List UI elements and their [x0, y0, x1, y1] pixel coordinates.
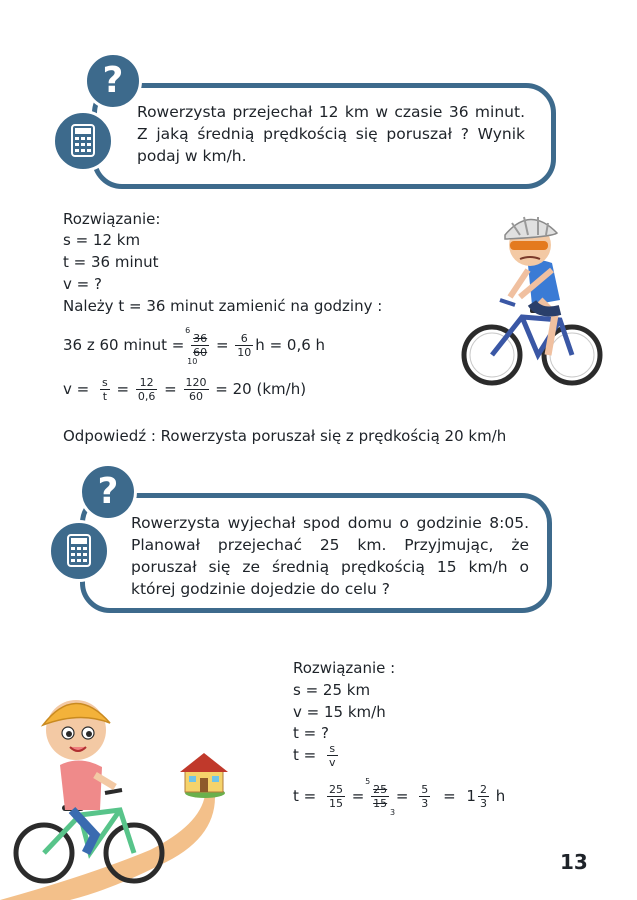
fraction-s-t: $\frac{s}{t}$: [102, 376, 108, 403]
page-number: 13: [560, 850, 588, 874]
conversion-note: Należy t = 36 minut zamienić na godziny :: [63, 297, 383, 315]
fraction-12-06: $\frac{12}{0,6}$: [137, 376, 156, 403]
unknown-v: v = ?: [63, 275, 102, 293]
fraction-120-60: $\frac{120}{60}$: [185, 376, 207, 403]
fraction-36-60: 6 36 60 10: [185, 326, 208, 366]
fraction-5-3: $\frac{5}{3}$: [421, 783, 429, 810]
answer-1: Odpowiedź : Rowerzysta poruszał się z prędkością 20 km/h: [63, 427, 507, 445]
given-v-2: v = 15 km/h: [293, 703, 386, 721]
kid-cyclist-illustration: [10, 685, 170, 885]
cyclist-helmet-illustration: [460, 205, 605, 395]
fraction-2-3: $\frac{2}{3}$: [479, 783, 487, 810]
calculator-icon: [52, 110, 114, 172]
fraction-6-10: $\frac{6}{10}$: [237, 332, 252, 359]
given-t: t = 36 minut: [63, 253, 159, 271]
solution-2-heading: Rozwiązanie :: [293, 659, 396, 677]
given-s: s = 12 km: [63, 231, 141, 249]
problem-2-text: Rowerzysta wyjechał spod domu o godzinie 8:05. Planował przejechać 25 km. Przyjmując, że poruszał się ze średnią prędkością 15 km/h o której godzinie dojedzie do celu ?: [131, 514, 529, 598]
question-badge-2: ?: [79, 463, 137, 521]
solution-1-heading: Rozwiązanie:: [63, 210, 161, 228]
time-formula: t = $\frac{s}{v}$: [293, 742, 336, 769]
given-s-2: s = 25 km: [293, 681, 371, 699]
unknown-t-2: t = ?: [293, 724, 329, 742]
velocity-formula: v = $\frac{s}{t}$ = $\frac{12}{0,6}$ = $\frac{120}{60}$ = 20 (km/h): [63, 376, 307, 403]
calculator-icon: [48, 520, 110, 582]
fraction-25-15: $\frac{25}{15}$: [329, 783, 343, 810]
problem-1-text: Rowerzysta przejechał 12 km w czasie 36 minut. Z jaką średnią prędkością się poruszał ? Wynik podaj w km/h.: [137, 103, 525, 165]
fraction-s-v: $\frac{s}{v}$: [329, 742, 336, 769]
time-calculation: t = $\frac{25}{15}$ = 5 25 15 3 = $\frac{5}{3}$ = 1 $\frac{2}{3}$ h: [293, 777, 506, 817]
question-badge-1: ?: [84, 52, 142, 110]
time-conversion-formula: 36 z 60 minut = 6 36 60 10 = $\frac{6}{10}$ h = 0,6 h: [63, 326, 326, 366]
fraction-25-15-reduced: 5 25 15 3: [365, 777, 396, 817]
